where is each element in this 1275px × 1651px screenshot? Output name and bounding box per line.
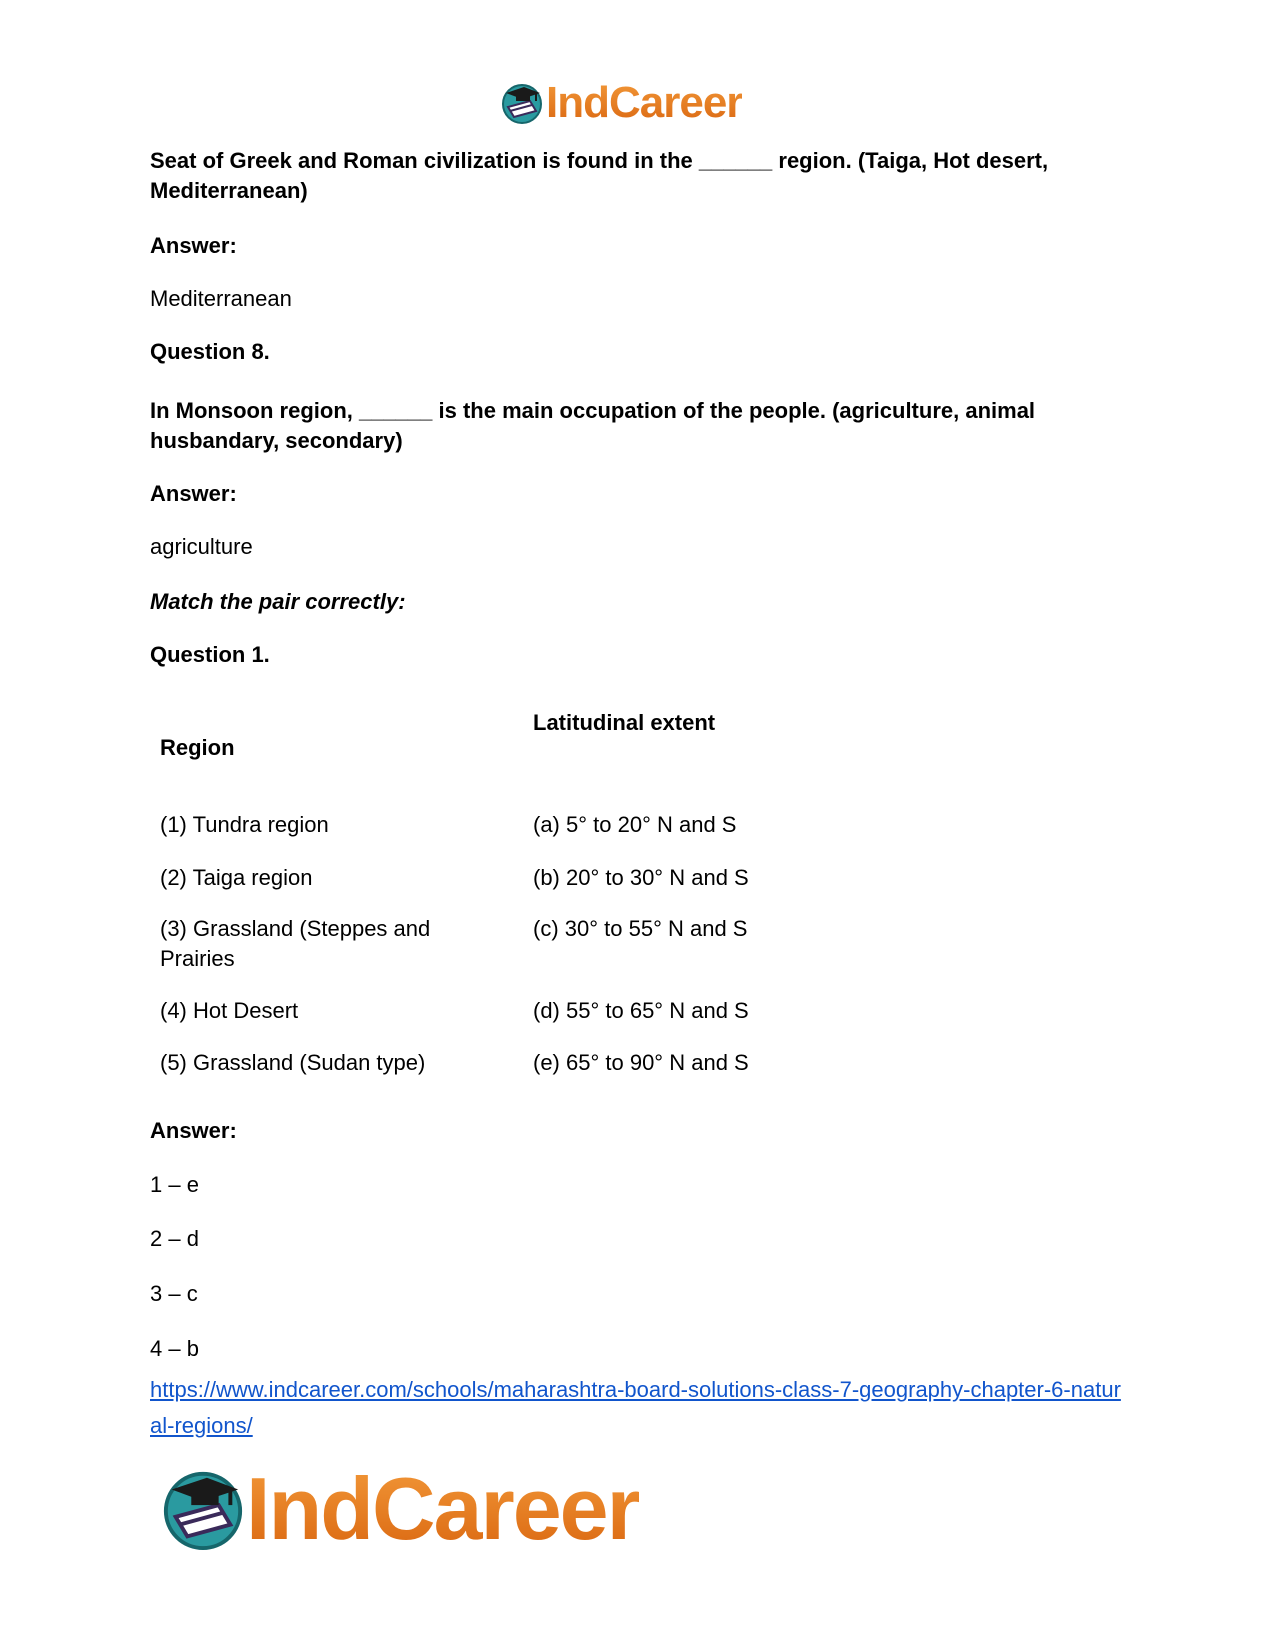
answer-label: Answer: (150, 481, 237, 506)
table-cell-right: (e) 65° to 90° N and S (533, 1050, 749, 1075)
table-cell-left: (4) Hot Desert (160, 998, 299, 1023)
table-cell-left: (3) Grassland (Steppes and Prairies (160, 916, 431, 971)
answer-text: 2 – d (150, 1226, 199, 1251)
question-label: Question 1. (150, 642, 270, 667)
source-link[interactable]: https://www.indcareer.com/schools/maharashtra-board-solutions-class-7-geography-chapter-6-natural-regions/ (150, 1377, 1121, 1438)
section-heading: Match the pair correctly: (150, 589, 406, 614)
answer-text: 4 – b (150, 1336, 199, 1361)
table-header-region: Region (160, 735, 235, 760)
table-cell-right: (a) 5° to 20° N and S (533, 812, 737, 837)
answer-text: agriculture (150, 534, 253, 559)
logo-text: IndCareer (246, 1459, 639, 1558)
answer-label: Answer: (150, 233, 237, 258)
answer-text: 3 – c (150, 1281, 198, 1306)
graduation-cap-book-globe-icon (500, 81, 544, 125)
table-header-latitude: Latitudinal extent (533, 710, 716, 735)
graduation-cap-book-globe-icon (160, 1466, 246, 1552)
table-cell-right: (d) 55° to 65° N and S (533, 998, 749, 1023)
table-cell-left: (2) Taiga region (160, 865, 313, 890)
logo-text: IndCareer (546, 78, 743, 127)
table-cell-right: (c) 30° to 55° N and S (533, 916, 748, 941)
question-label: Question 8. (150, 339, 270, 364)
answer-label: Answer: (150, 1118, 237, 1143)
question-text: Seat of Greek and Roman civilization is found in the ______ region. (Taiga, Hot desert, Mediterranean) (150, 148, 1049, 203)
table-cell-left: (1) Tundra region (160, 812, 329, 837)
table-cell-right: (b) 20° to 30° N and S (533, 865, 749, 890)
table-cell-left: (5) Grassland (Sudan type) (160, 1050, 426, 1075)
answer-text: Mediterranean (150, 286, 292, 311)
answer-text: 1 – e (150, 1172, 199, 1197)
question-text: In Monsoon region, ______ is the main occupation of the people. (agriculture, animal husbandary, secondary) (150, 398, 1036, 453)
footer-logo (160, 1458, 639, 1560)
header-logo (500, 78, 742, 128)
